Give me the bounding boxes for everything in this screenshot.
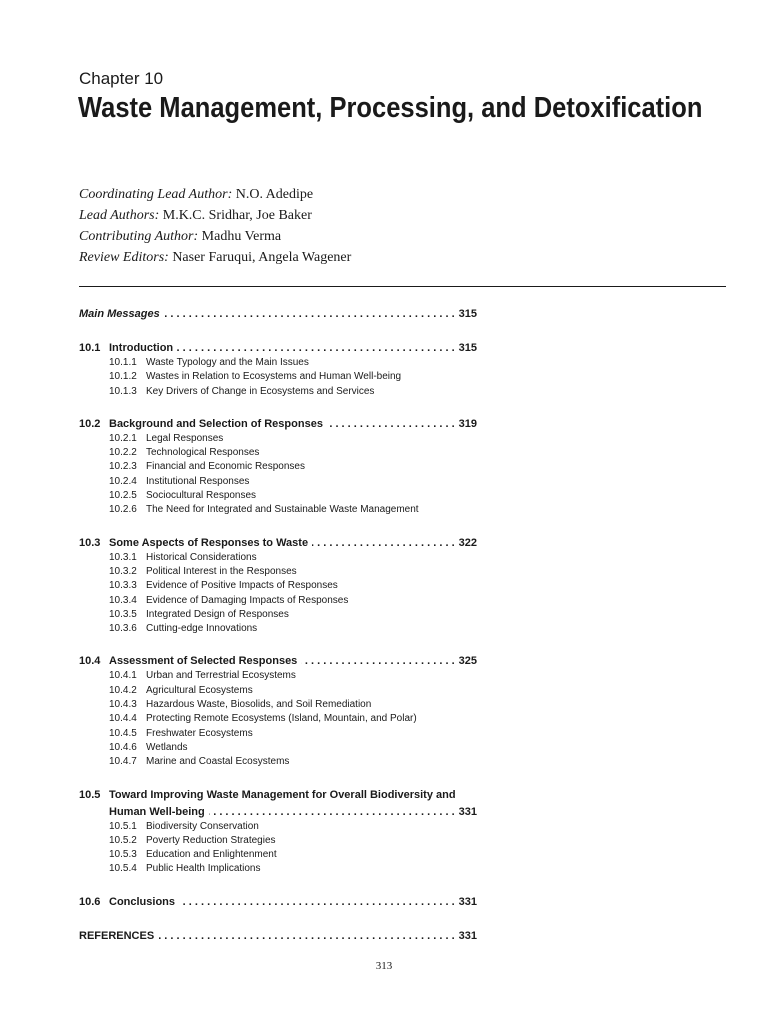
author-role: Lead Authors: [79,208,160,223]
toc-subsection[interactable] [79,475,477,489]
author-role: Review Editors: [79,250,169,265]
toc-subsection-title: Evidence of Positive Impacts of Responses [146,580,338,592]
author-names: Madhu Verma [201,229,282,244]
toc-entry[interactable] [79,894,477,911]
toc-section-number: 10.3 [79,536,101,549]
toc-entry[interactable] [79,653,477,670]
toc-page-number: 315 [458,342,477,354]
table-of-contents [79,306,477,962]
toc-subsection[interactable] [79,684,477,698]
toc-subsection-list [79,551,477,637]
dot-leader [164,306,455,323]
coordinating-lead-author-line [79,184,351,205]
chapter-label: Chapter 10 [79,69,164,88]
toc-subsection-number: 10.5.1 [109,820,137,832]
toc-subsection-number: 10.2.4 [109,475,137,487]
toc-entry-title: Main Messages [79,308,160,320]
toc-page-number: 331 [458,805,477,818]
divider-rule [79,286,726,287]
toc-subsection[interactable] [79,370,477,384]
dot-leader [327,416,455,433]
toc-subsection-title: Cutting-edge Innovations [146,623,258,635]
author-names: Naser Faruqui, Angela Wagener [172,250,352,265]
toc-section-number: 10.4 [79,655,101,668]
toc-subsection[interactable] [79,741,477,755]
chapter-title: Waste Management, Processing, and Detoxification [78,92,703,124]
toc-subsection-title: Hazardous Waste, Biosolids, and Soil Remediation [146,699,372,711]
toc-entry-title: Background and Selection of Responses [109,417,323,430]
toc-subsection[interactable] [79,579,477,593]
toc-subsection-title: Education and Enlightenment [146,849,277,861]
toc-subsection[interactable] [79,834,477,848]
toc-subsection-number: 10.3.3 [109,580,137,592]
contributing-author-line [79,226,351,247]
toc-subsection-number: 10.3.5 [109,608,137,620]
toc-subsection[interactable] [79,432,477,446]
toc-subsection[interactable] [79,565,477,579]
toc-page-number: 315 [458,308,477,320]
toc-main-messages [79,306,477,323]
toc-subsection[interactable] [79,755,477,769]
toc-entry-title: Toward Improving Waste Management for Overall Biodiversity and [109,788,456,801]
toc-subsection-title: Protecting Remote Ecosystems (Island, Mountain, and Polar) [146,713,417,725]
dot-leader [177,340,454,357]
toc-entry[interactable] [79,416,477,433]
toc-subsection-title: Urban and Terrestrial Ecosystems [146,670,296,682]
toc-subsection-number: 10.2.1 [109,432,137,444]
toc-subsection-title: Sociocultural Responses [146,490,257,502]
toc-section-10-6 [79,894,477,911]
toc-section-10-4 [79,653,477,769]
toc-subsection[interactable] [79,594,477,608]
toc-entry[interactable] [79,928,477,945]
toc-references [79,928,477,945]
toc-subsection-number: 10.4.6 [109,741,137,753]
toc-subsection-title: Institutional Responses [146,475,250,487]
toc-subsection-list [79,432,477,518]
toc-entry-title: Human Well-being [109,805,205,818]
toc-subsection[interactable] [79,862,477,876]
toc-subsection-title: Integrated Design of Responses [146,608,289,620]
toc-subsection[interactable] [79,608,477,622]
toc-entry-title-line1[interactable] [79,787,477,804]
toc-subsection-title: Poverty Reduction Strategies [146,834,276,846]
toc-subsection-number: 10.3.1 [109,551,137,563]
toc-subsection-number: 10.4.1 [109,670,137,682]
toc-subsection-list [79,820,477,877]
toc-subsection[interactable] [79,622,477,636]
toc-subsection-number: 10.2.2 [109,447,137,459]
toc-entry-title: Assessment of Selected Responses [109,655,298,668]
toc-section-10-5 [79,787,477,877]
lead-authors-line [79,205,351,226]
toc-subsection-title: Marine and Coastal Ecosystems [146,756,290,768]
toc-subsection[interactable] [79,385,477,399]
toc-subsection-list [79,669,477,769]
toc-section-number: 10.1 [79,342,101,354]
toc-subsection-number: 10.2.6 [109,504,137,516]
toc-subsection-number: 10.3.2 [109,565,137,577]
toc-entry-title: Conclusions [109,895,176,908]
toc-subsection-number: 10.4.2 [109,684,137,696]
toc-subsection[interactable] [79,669,477,683]
toc-subsection-number: 10.5.4 [109,863,137,875]
toc-subsection-number: 10.3.4 [109,594,137,606]
toc-page-number: 331 [458,895,477,908]
toc-entry-title: REFERENCES [79,929,155,942]
toc-section-10-1 [79,340,477,399]
toc-subsection-number: 10.4.3 [109,699,137,711]
toc-subsection-number: 10.4.4 [109,713,137,725]
toc-subsection[interactable] [79,503,477,517]
toc-subsection-title: Financial and Economic Responses [146,461,305,473]
toc-entry-title: Introduction [109,342,174,354]
toc-subsection[interactable] [79,460,477,474]
toc-section-number: 10.5 [79,788,101,801]
review-editors-line [79,247,351,268]
author-names: N.O. Adedipe [235,187,314,202]
toc-subsection[interactable] [79,727,477,741]
toc-subsection[interactable] [79,820,477,834]
toc-subsection-title: Wetlands [146,741,188,753]
toc-subsection-title: Biodiversity Conservation [146,820,259,832]
author-names: M.K.C. Sridhar, Joe Baker [162,208,312,223]
toc-subsection[interactable] [79,712,477,726]
dot-leader [158,928,454,945]
toc-subsection-number: 10.5.3 [109,849,137,861]
toc-subsection-number: 10.1.3 [109,385,137,397]
toc-subsection-number: 10.1.2 [109,371,137,383]
toc-subsection-title: Political Interest in the Responses [146,565,297,577]
toc-subsection-title: The Need for Integrated and Sustainable Waste Management [146,504,419,516]
toc-subsection-title: Public Health Implications [146,863,261,875]
toc-subsection-title: Legal Responses [146,432,224,444]
toc-entry[interactable] [79,804,477,821]
toc-section-number: 10.6 [79,895,101,908]
toc-subsection-number: 10.4.7 [109,756,137,768]
toc-entry[interactable] [79,535,477,552]
dot-leader [179,894,455,911]
toc-subsection[interactable] [79,551,477,565]
author-role: Coordinating Lead Author: [79,187,233,202]
toc-subsection-list [79,356,477,399]
dot-leader [312,535,455,552]
toc-page-number: 322 [458,536,477,549]
dot-leader [209,804,455,821]
toc-entry[interactable] [79,340,477,357]
toc-subsection-title: Freshwater Ecosystems [146,727,253,739]
toc-subsection-number: 10.1.1 [109,357,137,368]
toc-subsection[interactable] [79,489,477,503]
toc-subsection-title: Waste Typology and the Main Issues [146,357,309,368]
toc-subsection-title: Evidence of Damaging Impacts of Responses [146,594,349,606]
toc-section-10-3 [79,535,477,637]
toc-subsection-number: 10.3.6 [109,623,137,635]
toc-subsection[interactable] [79,698,477,712]
toc-subsection[interactable] [79,356,477,370]
toc-subsection-number: 10.2.5 [109,490,137,502]
toc-subsection-title: Historical Considerations [146,551,257,563]
toc-subsection-title: Key Drivers of Change in Ecosystems and Services [146,385,375,397]
toc-section-number: 10.2 [79,417,101,430]
page-number: 313 [375,960,393,972]
toc-section-10-2 [79,416,477,518]
author-role: Contributing Author: [79,229,199,244]
toc-page-number: 319 [458,417,477,430]
toc-subsection[interactable] [79,848,477,862]
toc-subsection-title: Wastes in Relation to Ecosystems and Human Well-being [146,371,402,383]
dot-leader [301,653,454,670]
toc-subsection-number: 10.4.5 [109,727,137,739]
toc-subsection-number: 10.2.3 [109,461,137,473]
toc-subsection[interactable] [79,446,477,460]
toc-subsection-number: 10.5.2 [109,834,137,846]
toc-subsection-title: Agricultural Ecosystems [146,684,253,696]
author-credits [79,184,351,268]
toc-page-number: 325 [458,655,477,668]
toc-page-number: 331 [458,929,477,942]
toc-entry[interactable] [79,306,477,323]
toc-entry-title: Some Aspects of Responses to Waste [109,536,309,549]
toc-subsection-title: Technological Responses [146,447,260,459]
